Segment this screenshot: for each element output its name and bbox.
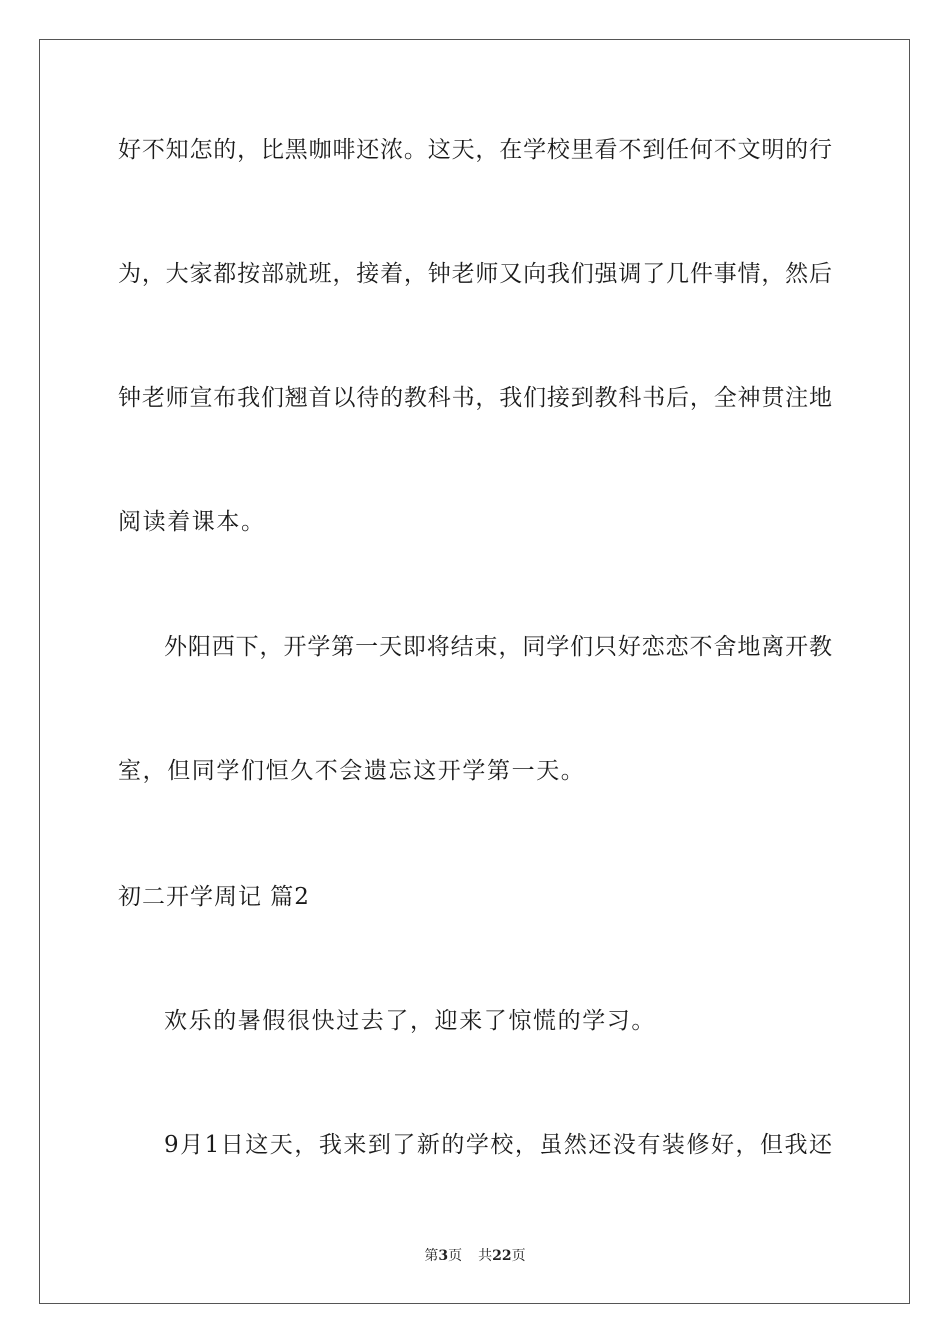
page-prefix: 第 [424,1248,439,1264]
paragraph-line: 阅读着课本。 [118,509,266,535]
paragraph-line: 9月1日这天，我来到了新的学校，虽然还没有装修好，但我还 [164,1132,832,1158]
paragraph-line: 好不知怎的，比黑咖啡还浓。这天，在学校里看不到任何不文明的行 [118,137,832,163]
paragraph-line: 为，大家都按部就班，接着，钟老师又向我们强调了几件事情，然后 [118,261,832,287]
section-heading: 初二开学周记 篇2 [118,884,310,910]
total-prefix: 共 [478,1248,493,1264]
paragraph-line: 外阳西下，开学第一天即将结束，同学们只好恋恋不舍地离开教 [164,634,832,660]
paragraph-line: 欢乐的暑假很快过去了，迎来了惊慌的学习。 [164,1008,656,1034]
total-page-count: 22 [492,1248,512,1264]
current-page-number: 3 [438,1248,449,1264]
page-border [39,39,910,1304]
page-footer [0,1246,950,1266]
page-suffix: 页 [448,1248,463,1264]
paragraph-line: 室，但同学们恒久不会遗忘这开学第一天。 [118,758,586,784]
paragraph-line: 钟老师宣布我们翘首以待的教科书，我们接到教科书后，全神贯注地 [118,385,832,411]
total-suffix: 页 [511,1248,526,1264]
